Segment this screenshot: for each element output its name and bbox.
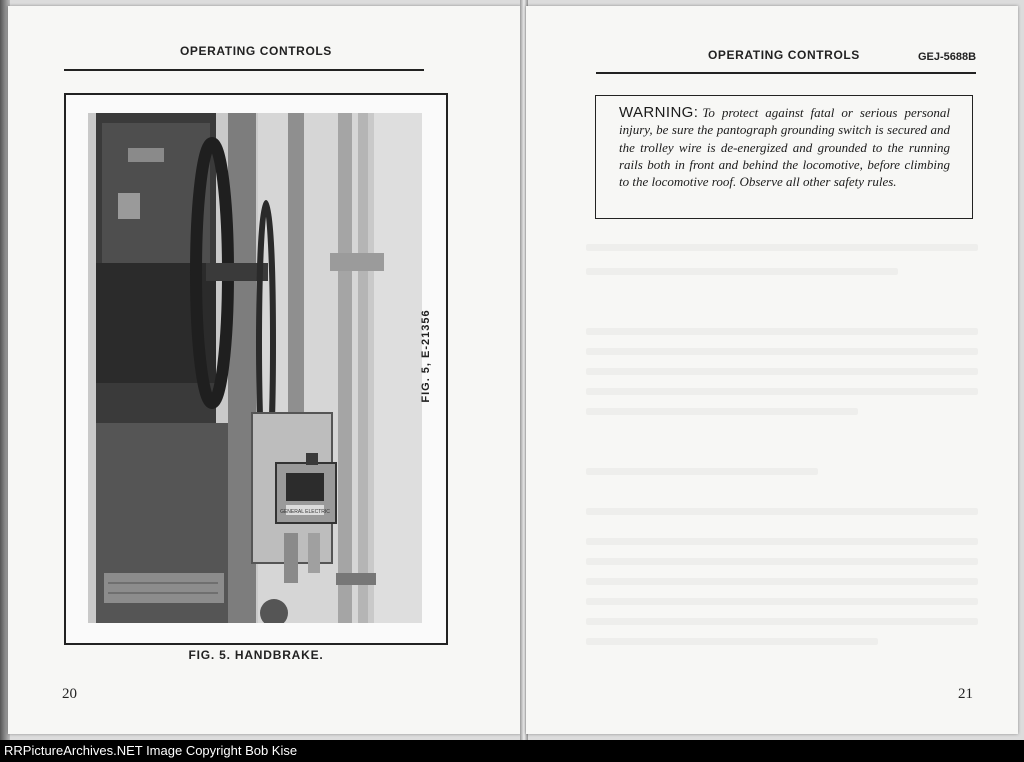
warning-box (595, 95, 973, 219)
panel-brand-label: GENERAL ELECTRIC (280, 509, 330, 515)
warning-text: To protect against fatal or serious personal injury, be sure the pantograph grounding switch is secured and the trolley wire is de-energized and grounded to the running rails both in front and behind the locomotive, before climbing to the locomotive roof. Observe all other safety rules. (619, 105, 950, 190)
left-page (8, 6, 522, 734)
handbrake-photo-drawing (88, 113, 422, 623)
bleed-through-line (586, 244, 978, 251)
bleed-through-line (586, 268, 898, 275)
figure-side-label: FIG. 5, E-21356 (420, 309, 432, 403)
right-page-number: 21 (958, 686, 973, 702)
right-page-header: OPERATING CONTROLS (708, 48, 860, 62)
warning-label: WARNING: (619, 104, 699, 121)
bleed-through-line (586, 538, 978, 545)
bleed-through-line (586, 368, 978, 375)
bleed-through-line (586, 558, 978, 565)
figure-caption: FIG. 5. HANDBRAKE. (188, 648, 324, 662)
bleed-through-line (586, 598, 978, 605)
right-header-rule (596, 72, 976, 74)
bleed-through-line (586, 388, 978, 395)
left-header-rule (64, 69, 424, 71)
bleed-through-line (586, 328, 978, 335)
left-page-header: OPERATING CONTROLS (180, 44, 332, 58)
figure-frame (64, 93, 448, 645)
left-page-number: 20 (62, 686, 77, 702)
bleed-through-line (586, 468, 818, 475)
bleed-through-line (586, 578, 978, 585)
bleed-through-line (586, 508, 978, 515)
right-page (526, 6, 1018, 734)
bleed-through-line (586, 348, 978, 355)
handbrake-photo (88, 113, 422, 623)
bleed-through-line (586, 618, 978, 625)
bleed-through-line (586, 408, 858, 415)
copyright-footer: RRPictureArchives.NET Image Copyright Bob Kise (0, 740, 1024, 762)
bleed-through-line (586, 638, 878, 645)
document-id: GEJ-5688B (918, 51, 977, 63)
